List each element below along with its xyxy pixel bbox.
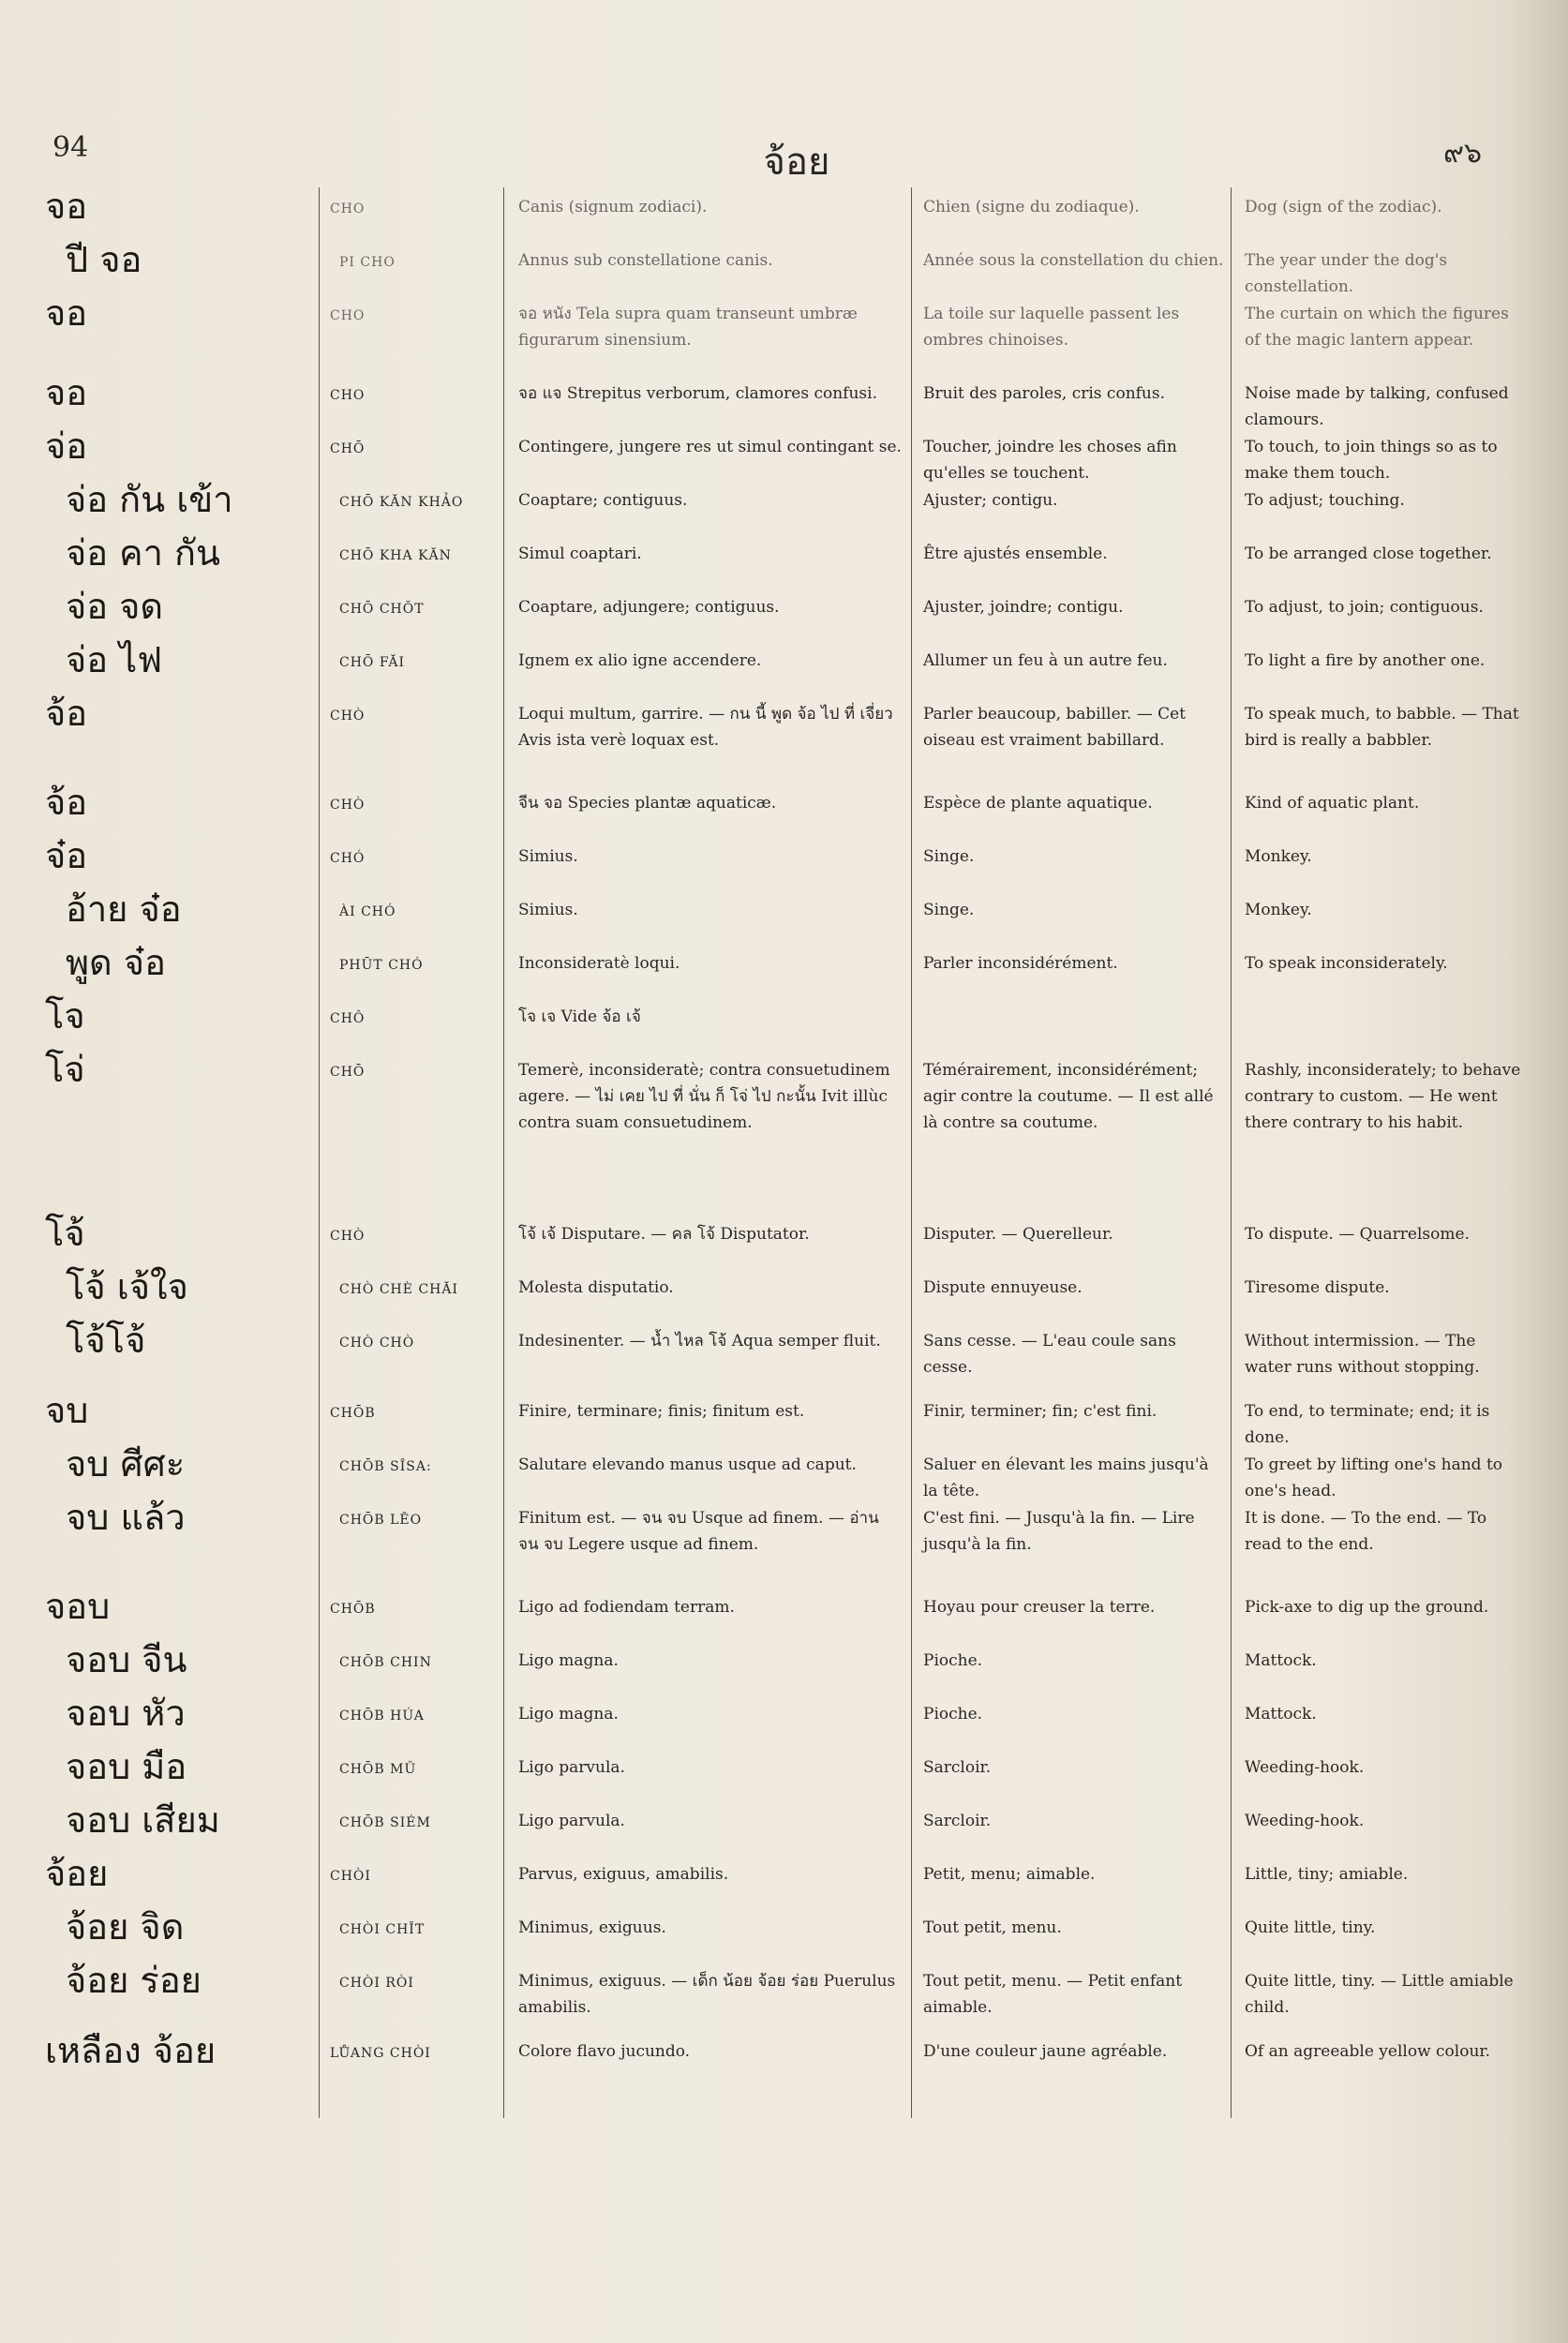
dictionary-entry: [0, 992, 1568, 1046]
entry-french: Témérairement, inconsidérément; agir contre la coutume. — Il est allé là contre sa coutume.: [923, 1061, 1214, 1132]
entry-thai-word: จ่อ ไฟ: [66, 639, 163, 680]
entry-latin: Simius.: [518, 901, 578, 919]
entry-transliteration: CHO: [330, 308, 366, 323]
entry-transliteration: CHÒ CHÒ: [339, 1336, 415, 1351]
entry-english: Pick-axe to dig up the ground.: [1245, 1598, 1489, 1617]
entry-english: Monkey.: [1245, 847, 1312, 866]
entry-transliteration: CHŌ CHŎT: [339, 602, 425, 617]
entry-english: Of an agreeable yellow colour.: [1245, 2042, 1491, 2061]
entry-english: To dispute. — Quarrelsome.: [1245, 1225, 1470, 1244]
entry-french: Bruit des paroles, cris confus.: [923, 384, 1166, 403]
entry-transliteration: CHÒ: [330, 798, 366, 813]
entry-french: Saluer en élevant les mains jusqu'à la tête.: [923, 1455, 1209, 1500]
entry-latin: Coaptare, adjungere; contiguus.: [518, 598, 780, 617]
entry-french: Ajuster, joindre; contigu.: [923, 598, 1124, 617]
dictionary-entry: [0, 832, 1568, 886]
entry-french: Espèce de plante aquatique.: [923, 794, 1153, 813]
entry-english: To be arranged close together.: [1245, 545, 1492, 563]
entry-transliteration: CHŌB SIÉM: [339, 1815, 431, 1830]
entry-transliteration: CHÒ: [330, 1229, 366, 1244]
entry-french: Allumer un feu à un autre feu.: [923, 651, 1168, 670]
entry-english: To touch, to join things so as to make them touch.: [1245, 438, 1498, 483]
entry-transliteration: CHŌB LÊO: [339, 1513, 423, 1528]
entry-french: Sarcloir.: [923, 1758, 992, 1777]
entry-thai-word: จ้อ: [45, 693, 88, 734]
entry-latin: Molesta disputatio.: [518, 1278, 674, 1297]
entry-latin: Ligo ad fodiendam terram.: [518, 1598, 735, 1617]
entry-french: Pioche.: [923, 1651, 983, 1670]
dictionary-entry: [0, 1743, 1568, 1797]
entry-french: La toile sur laquelle passent les ombres chinoises.: [923, 305, 1180, 350]
entry-transliteration: CHŌB HÚA: [339, 1709, 425, 1724]
entry-thai-word: จอบ มือ: [66, 1746, 187, 1787]
entry-french: Toucher, joindre les choses afin qu'elles se touchent.: [923, 438, 1177, 483]
entry-thai-word: โจ้ เจ้ใจ: [66, 1266, 188, 1307]
entry-latin: โจ เจ Vide จ้อ เจ้: [518, 1007, 641, 1026]
entry-thai-word: จอบ: [45, 1586, 111, 1627]
entry-transliteration: ÀI CHÓ: [339, 904, 396, 919]
entry-latin: โจ้ เจ้ Disputare. — คล โจ้ Disputator.: [518, 1225, 810, 1244]
entry-thai-word: จบ แล้ว: [66, 1497, 186, 1538]
page-number-left: 94: [52, 131, 89, 164]
entry-french: Chien (signe du zodiaque).: [923, 198, 1140, 216]
entry-english: Quite little, tiny.: [1245, 1918, 1376, 1937]
entry-latin: Colore flavo jucundo.: [518, 2042, 691, 2061]
entry-english: The year under the dog's constellation.: [1245, 251, 1448, 296]
entry-french: Hoyau pour creuser la terre.: [923, 1598, 1156, 1617]
entry-latin: Ligo parvula.: [518, 1758, 625, 1777]
dictionary-entry: [0, 636, 1568, 690]
entry-thai-word: เหลือง จ้อย: [45, 2030, 217, 2071]
entry-english: It is done. — To the end. — To read to the end.: [1245, 1509, 1487, 1554]
entry-french: D'une couleur jaune agréable.: [923, 2042, 1168, 2061]
entry-thai-word: โจ: [45, 995, 85, 1037]
entry-french: Être ajustés ensemble.: [923, 545, 1108, 563]
entry-latin: Loqui multum, garrire. — กน นี้ พูด จ้อ ไป ที่ เจี่ยว Avis ista verè loquax est.: [518, 705, 893, 750]
entry-latin: Contingere, jungere res ut simul contingant se.: [518, 438, 902, 456]
entry-english: To light a fire by another one.: [1245, 651, 1486, 670]
dictionary-entry: [0, 423, 1568, 483]
entry-thai-word: โจ้โจ้: [66, 1320, 146, 1361]
entry-english: Weeding-hook.: [1245, 1812, 1365, 1830]
entry-thai-word: จอบ หัว: [66, 1693, 186, 1734]
entry-transliteration: PI CHO: [339, 255, 396, 270]
dictionary-entry: [0, 1850, 1568, 1903]
dictionary-entry: [0, 690, 1568, 779]
entry-latin: Annus sub constellatione canis.: [518, 251, 773, 270]
entry-french: Pioche.: [923, 1705, 983, 1724]
entry-thai-word: จ้อย: [45, 1853, 109, 1894]
entry-english: To greet by lifting one's hand to one's head.: [1245, 1455, 1503, 1500]
entry-english: To speak much, to babble. — That bird is really a babbler.: [1245, 705, 1519, 750]
entry-latin: Simius.: [518, 847, 578, 866]
entry-latin: Temerè, inconsideratè; contra consuetudinem agere. — ไม่ เคย ไป ที่ นั่น ก็ โจ่ ไป กะนั้น Ivit illùc contra suam consuetudinem.: [518, 1061, 890, 1132]
entry-thai-word: จ้อ: [45, 782, 88, 823]
entry-english: Kind of aquatic plant.: [1245, 794, 1420, 813]
entry-thai-word: จ่อ คา กัน: [66, 532, 220, 574]
entry-english: Rashly, inconsiderately; to behave contrary to custom. — He went there contrary to his habit.: [1245, 1061, 1521, 1132]
entry-transliteration: CHO: [330, 388, 366, 403]
entry-latin: Simul coaptari.: [518, 545, 642, 563]
entry-english: To adjust, to join; contiguous.: [1245, 598, 1484, 617]
entry-transliteration: CHŌB SÎSA:: [339, 1459, 432, 1474]
entry-french: Année sous la constellation du chien.: [923, 251, 1224, 270]
entry-latin: Indesinenter. — น้ำ ไหล โจ้ Aqua semper fluit.: [518, 1332, 881, 1351]
entry-english: To speak inconsiderately.: [1245, 954, 1448, 973]
entry-french: Parler beaucoup, babiller. — Cet oiseau est vraiment babillard.: [923, 705, 1187, 750]
dictionary-entry: [0, 476, 1568, 530]
entry-french: Sarcloir.: [923, 1812, 992, 1830]
entry-thai-word: จอบ จีน: [66, 1639, 187, 1680]
dictionary-entry: [0, 1903, 1568, 1957]
entry-transliteration: CHÒI RÒI: [339, 1976, 414, 1991]
dictionary-entry: [0, 290, 1568, 369]
dictionary-entry: [0, 886, 1568, 939]
entry-french: Sans cesse. — L'eau coule sans cesse.: [923, 1332, 1176, 1377]
dictionary-entry: [0, 1440, 1568, 1500]
entry-thai-word: จ่อ: [45, 425, 88, 467]
entry-english: Without intermission. — The water runs without stopping.: [1245, 1332, 1480, 1377]
dictionary-entry: [0, 530, 1568, 583]
entry-french: Singe.: [923, 901, 975, 919]
entry-latin: Coaptare; contiguus.: [518, 491, 688, 510]
page-title: จ้อย: [763, 141, 830, 184]
entry-thai-word: จ่อ จด: [66, 586, 164, 627]
entry-latin: จอ หนัง Tela supra quam transeunt umbræ figurarum sinensium.: [518, 305, 858, 350]
entry-thai-word: โจ่: [45, 1049, 85, 1090]
entry-thai-word: โจ้: [45, 1213, 85, 1254]
entry-thai-word: ปี จอ: [66, 239, 142, 280]
entry-french: Tout petit, menu.: [923, 1918, 1062, 1937]
entry-thai-word: จ้อย ร่อย: [66, 1960, 202, 2001]
entry-thai-word: จบ ศีศะ: [66, 1443, 186, 1485]
dictionary-entry: [0, 1046, 1568, 1210]
entry-latin: Finitum est. — จน จบ Usque ad finem. — อ่าน จน จบ Legere usque ad finem.: [518, 1509, 879, 1554]
entry-transliteration: CHÒ: [330, 709, 366, 724]
entry-latin: Minimus, exiguus.: [518, 1918, 666, 1937]
entry-french: Dispute ennuyeuse.: [923, 1278, 1083, 1297]
entry-thai-word: จ่อ กัน เข้า: [66, 479, 233, 520]
entry-english: Tiresome dispute.: [1245, 1278, 1390, 1297]
entry-latin: Ligo parvula.: [518, 1812, 625, 1830]
dictionary-entry: [0, 1797, 1568, 1850]
entry-english: The curtain on which the figures of the magic lantern appear.: [1245, 305, 1509, 350]
entry-thai-word: จ้อย จิด: [66, 1906, 185, 1948]
page-number-right: ๙๖: [1443, 137, 1483, 170]
dictionary-entry: [0, 1494, 1568, 1583]
entry-latin: Inconsideratè loqui.: [518, 954, 680, 973]
entry-french: Parler inconsidérément.: [923, 954, 1118, 973]
dictionary-entry: [0, 1957, 1568, 2027]
entry-transliteration: CHŌ: [330, 441, 366, 456]
dictionary-entry: [0, 1387, 1568, 1447]
entry-transliteration: CHÓ: [330, 851, 366, 866]
dictionary-entry: [0, 1636, 1568, 1690]
entry-thai-word: จอบ เสียม: [66, 1799, 220, 1841]
entry-transliteration: CHÒ CHÈ CHĂI: [339, 1282, 459, 1297]
entry-french: Ajuster; contigu.: [923, 491, 1058, 510]
dictionary-entry: [0, 939, 1568, 992]
entry-english: Mattock.: [1245, 1651, 1317, 1670]
entry-latin: Parvus, exiguus, amabilis.: [518, 1865, 729, 1884]
entry-latin: Salutare elevando manus usque ad caput.: [518, 1455, 857, 1474]
entry-transliteration: CHÒI CHĬT: [339, 1922, 426, 1937]
entry-transliteration: CHŌB MǓ: [339, 1762, 417, 1777]
entry-transliteration: CHÒI: [330, 1869, 371, 1884]
dictionary-entry: [0, 369, 1568, 429]
entry-french: Tout petit, menu. — Petit enfant aimable.: [923, 1972, 1183, 2017]
entry-thai-word: จอ: [45, 372, 88, 413]
dictionary-entry: [0, 1583, 1568, 1636]
dictionary-entry: [0, 1690, 1568, 1743]
entry-latin: Ignem ex alio igne accendere.: [518, 651, 762, 670]
dictionary-entry: [0, 1317, 1568, 1387]
entry-latin: Finire, terminare; finis; finitum est.: [518, 1402, 805, 1421]
entry-english: Noise made by talking, confused clamours.: [1245, 384, 1509, 429]
entry-transliteration: CHO: [330, 201, 366, 216]
dictionary-entry: [0, 583, 1568, 636]
entry-english: Dog (sign of the zodiac).: [1245, 198, 1442, 216]
entry-transliteration: CHŌ: [330, 1065, 366, 1080]
entry-transliteration: CHŌ KĂN KHẢO: [339, 495, 464, 510]
entry-thai-word: อ้าย จ๋อ: [66, 888, 182, 930]
dictionary-entry: [0, 1263, 1568, 1317]
entry-transliteration: LŮANG CHÒI: [330, 2046, 431, 2061]
entry-english: Weeding-hook.: [1245, 1758, 1365, 1777]
entry-latin: Ligo magna.: [518, 1705, 619, 1724]
entry-transliteration: PHŪT CHÓ: [339, 958, 424, 973]
entry-thai-word: จบ: [45, 1390, 89, 1431]
entry-thai-word: จอ: [45, 292, 88, 334]
entry-english: Little, tiny; amiable.: [1245, 1865, 1409, 1884]
entry-thai-word: จ๋อ: [45, 835, 88, 876]
dictionary-entry: [0, 236, 1568, 296]
entry-english: To adjust; touching.: [1245, 491, 1405, 510]
entry-transliteration: CHŌ FĂI: [339, 655, 405, 670]
entry-transliteration: CHŌB CHIN: [339, 1655, 432, 1670]
entry-english: Monkey.: [1245, 901, 1312, 919]
entry-transliteration: CHŌB: [330, 1602, 376, 1617]
entry-english: To end, to terminate; end; it is done.: [1245, 1402, 1490, 1447]
entry-thai-word: พูด จ๋อ: [66, 942, 166, 983]
dictionary-entry: [0, 779, 1568, 832]
entry-french: Petit, menu; aimable.: [923, 1865, 1096, 1884]
entry-french: Singe.: [923, 847, 975, 866]
entry-latin: Minimus, exiguus. — เด็ก น้อย จ้อย ร่อย Puerulus amabilis.: [518, 1972, 896, 2017]
entry-english: Quite little, tiny. — Little amiable child.: [1245, 1972, 1514, 2017]
entry-french: Disputer. — Querelleur.: [923, 1225, 1113, 1244]
entry-french: C'est fini. — Jusqu'à la fin. — Lire jusqu'à la fin.: [923, 1509, 1195, 1554]
entry-latin: Ligo magna.: [518, 1651, 619, 1670]
dictionary-entry: [0, 1210, 1568, 1263]
entry-latin: จีน จอ Species plantæ aquaticæ.: [518, 794, 777, 813]
entry-transliteration: CHÔ: [330, 1011, 366, 1026]
entry-transliteration: CHŌ KHA KĂN: [339, 548, 452, 563]
entry-latin: Canis (signum zodiaci).: [518, 198, 708, 216]
entry-list: [0, 183, 1568, 2081]
entry-french: Finir, terminer; fin; c'est fini.: [923, 1402, 1157, 1421]
entry-latin: จอ แจ Strepitus verborum, clamores confusi.: [518, 384, 877, 403]
dictionary-entry: [0, 183, 1568, 236]
entry-english: Mattock.: [1245, 1705, 1317, 1724]
entry-thai-word: จอ: [45, 186, 88, 227]
entry-transliteration: CHŌB: [330, 1406, 376, 1421]
dictionary-entry: [0, 2027, 1568, 2081]
